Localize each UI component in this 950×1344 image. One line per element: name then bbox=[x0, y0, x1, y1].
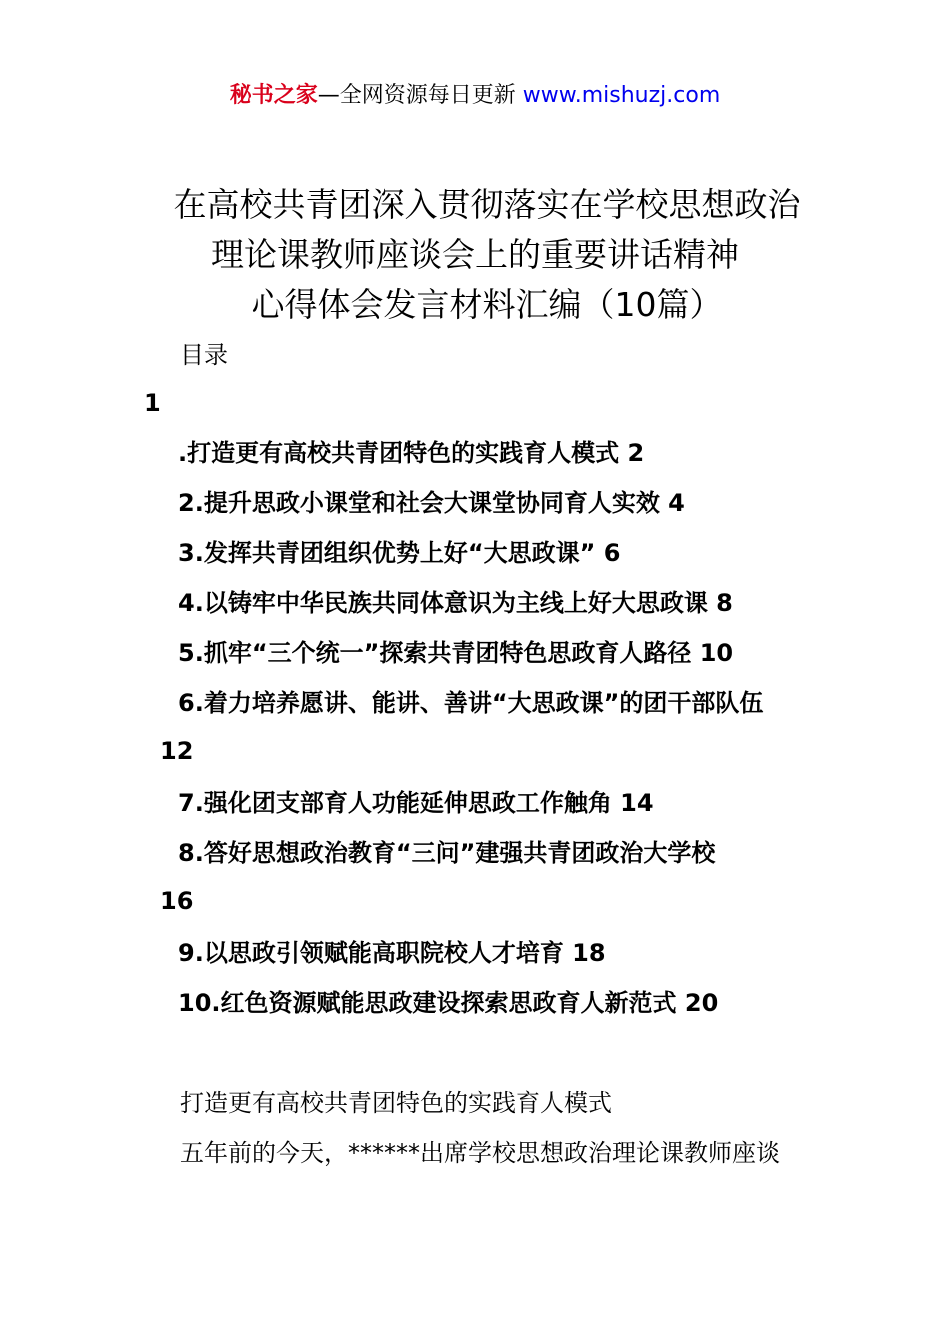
toc-line[interactable]: 2.提升思政小课堂和社会大课堂协同育人实效 4 bbox=[178, 489, 685, 517]
site-header bbox=[0, 80, 950, 112]
toc-line[interactable]: 6.着力培养愿讲、能讲、善讲“大思政课”的团干部队伍 bbox=[178, 689, 764, 717]
document-title-line-2: 理论课教师座谈会上的重要讲话精神 bbox=[211, 235, 739, 274]
toc-line[interactable]: 5.抓牢“三个统一”探索共青团特色思政育人路径 10 bbox=[178, 639, 734, 667]
document-title-line-1: 在高校共青团深入贯彻落实在学校思想政治 bbox=[173, 185, 801, 224]
toc-line[interactable]: 1 bbox=[144, 389, 161, 417]
toc-heading: 目录 bbox=[180, 341, 228, 369]
section-title: 打造更有高校共青团特色的实践育人模式 bbox=[180, 1089, 612, 1117]
toc-line[interactable]: 7.强化团支部育人功能延伸思政工作触角 14 bbox=[178, 789, 654, 817]
toc-line[interactable]: 10.红色资源赋能思政建设探索思政育人新范式 20 bbox=[178, 989, 719, 1017]
site-url-link[interactable]: www.mishuzj.com bbox=[522, 83, 721, 108]
body-paragraph-line: 五年前的今天，******出席学校思想政治理论课教师座谈 bbox=[180, 1139, 780, 1167]
toc-line[interactable]: 4.以铸牢中华民族共同体意识为主线上好大思政课 8 bbox=[178, 589, 733, 617]
header-tagline: —全网资源每日更新 bbox=[317, 83, 523, 108]
toc-line[interactable]: 3.发挥共青团组织优势上好“大思政课” 6 bbox=[178, 539, 621, 567]
toc-line[interactable]: 9.以思政引领赋能高职院校人才培育 18 bbox=[178, 939, 606, 967]
toc-line[interactable]: 12 bbox=[160, 737, 194, 765]
toc-line[interactable]: 8.答好思想政治教育“三问”建强共青团政治大学校 bbox=[178, 839, 716, 867]
toc-line[interactable]: .打造更有高校共青团特色的实践育人模式 2 bbox=[178, 439, 645, 467]
document-title-line-3: 心得体会发言材料汇编（10篇） bbox=[251, 285, 723, 324]
brand-name: 秘书之家 bbox=[229, 83, 318, 108]
toc-line[interactable]: 16 bbox=[160, 887, 194, 915]
